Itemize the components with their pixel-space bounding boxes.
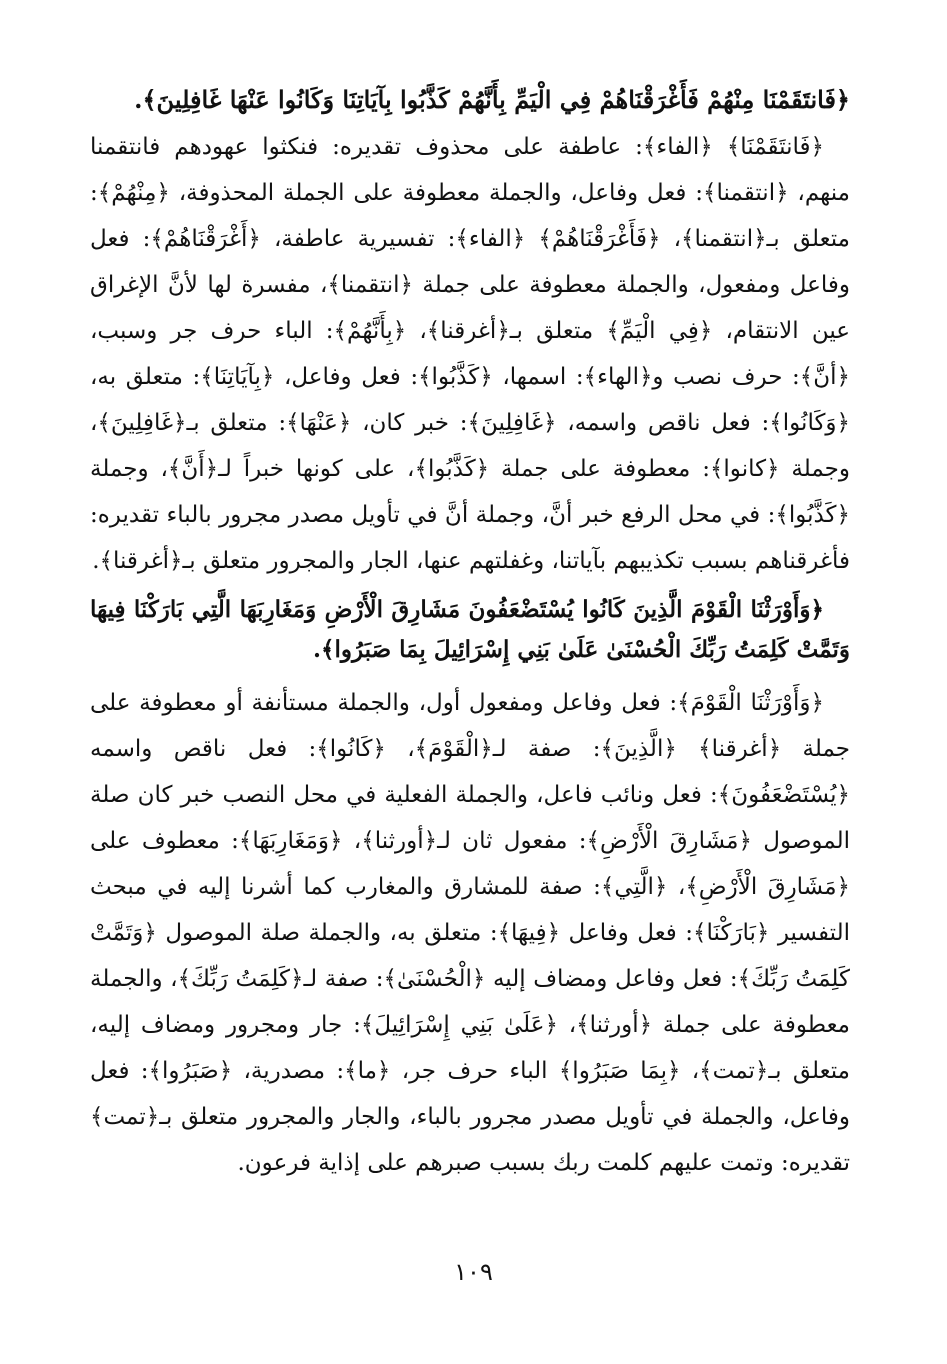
- grammar-paragraph-2: ﴿وَأَوْرَثْنَا الْقَوْمَ﴾: فعل وفاعل ومفعول أول، والجملة مستأنفة أو معطوفة على جملة ﴿أغرقنا﴾ ﴿الَّذِينَ﴾: صفة لـ﴿الْقَوْمَ﴾، ﴿كَانُوا﴾: فعل ناقص واسمه ﴿يُسْتَضْعَفُونَ﴾: فعل ونائب فاعل، والجملة الفعلية في محل النصب خبر كان صلة الموصول ﴿مَشَارِقَ الْأَرْضِ﴾: مفعول ثان لـ﴿أورثنا﴾، ﴿وَمَغَارِبَهَا﴾: معطوف على ﴿مَشَارِقَ الْأَرْضِ﴾، ﴿الَّتِي﴾: صفة للمشارق والمغارب كما أشرنا إليه في مبحث التفسير ﴿بَارَكْنَا﴾: فعل وفاعل ﴿فِيهَا﴾: متعلق به، والجملة صلة الموصول ﴿وَتَمَّتْ كَلِمَتُ رَبِّكَ﴾: فعل وفاعل ومضاف إليه ﴿الْحُسْنَىٰ﴾: صفة لـ﴿كَلِمَتُ رَبِّكَ﴾، والجملة معطوفة على جملة ﴿أورثنا﴾، ﴿عَلَىٰ بَنِي إِسْرَائِيلَ﴾: جار ومجرور ومضاف إليه، متعلق بـ﴿تمت﴾، ﴿بِمَا صَبَرُوا﴾ الباء حرف جر، ﴿ما﴾: مصدرية، ﴿صَبَرُوا﴾: فعل وفاعل، والجملة في تأويل مصدر مجرور بالباء، والجار والمجرور متعلق بـ﴿تمت﴾ تقديره: وتمت عليهم كلمت ربك بسبب صبرهم على إذاية فرعون.: [90, 690, 850, 1176]
- grammar-paragraph-1: ﴿فَانتَقَمْنَا﴾ ﴿الفاء﴾: عاطفة على محذوف تقديره: فنكثوا عهودهم فانتقمنا منهم، ﴿انتقمنا﴾: فعل وفاعل، والجملة معطوفة على الجملة المحذوفة، ﴿مِنْهُمْ﴾: متعلق بـ﴿انتقمنا﴾، ﴿فَأَغْرَقْنَاهُمْ﴾ ﴿الفاء﴾: تفسيرية عاطفة، ﴿أَغْرَقْنَاهُمْ﴾: فعل وفاعل ومفعول، والجملة معطوفة على جملة ﴿انتقمنا﴾، مفسرة لها لأنَّ الإغراق عين الانتقام، ﴿فِي الْيَمِّ﴾ متعلق بـ﴿أغرقنا﴾، ﴿بِأَنَّهُمْ﴾: الباء حرف جر وسبب، ﴿أنَّ﴾: حرف نصب و﴿الهاء﴾: اسمها، ﴿كَذَّبُوا﴾: فعل وفاعل، ﴿بِآيَاتِنَا﴾: متعلق به، ﴿وَكَانُوا﴾: فعل ناقص واسمه، ﴿غَافِلِينَ﴾: خبر كان، ﴿عَنْهَا﴾: متعلق بـ﴿غَافِلِينَ﴾، وجملة ﴿كانوا﴾: معطوفة على جملة ﴿كَذَّبُوا﴾، على كونها خبراً لـ﴿أَنَّ﴾، وجملة ﴿كَذَّبُوا﴾: في محل الرفع خبر أنَّ، وجملة أنَّ في تأويل مصدر مجرور بالباء تقديره: فأغرقناهم بسبب تكذيبهم بآياتنا، وغفلتهم عنها، الجار والمجرور متعلق بـ﴿أغرقنا﴾.: [90, 134, 850, 574]
- quran-verse-2: ﴿وَأَوْرَثْنَا الْقَوْمَ الَّذِينَ كَانُوا يُسْتَضْعَفُونَ مَشَارِقَ الْأَرْضِ وَمَغَارِبَهَا الَّتِي بَارَكْنَا فِيهَا وَتَمَّتْ كَلِمَتُ رَبِّكَ الْحُسْنَىٰ عَلَىٰ بَنِي إِسْرَائِيلَ بِمَا صَبَرُوا﴾.: [90, 596, 850, 663]
- page-body: [90, 78, 850, 1186]
- page-number: ١٠٩: [454, 1258, 493, 1286]
- quran-verse-1: ﴿فَانتَقَمْنَا مِنْهُمْ فَأَغْرَقْنَاهُمْ فِي الْيَمِّ بِأَنَّهُمْ كَذَّبُوا بِآيَاتِنَا وَكَانُوا عَنْهَا غَافِلِينَ﴾.: [134, 85, 850, 114]
